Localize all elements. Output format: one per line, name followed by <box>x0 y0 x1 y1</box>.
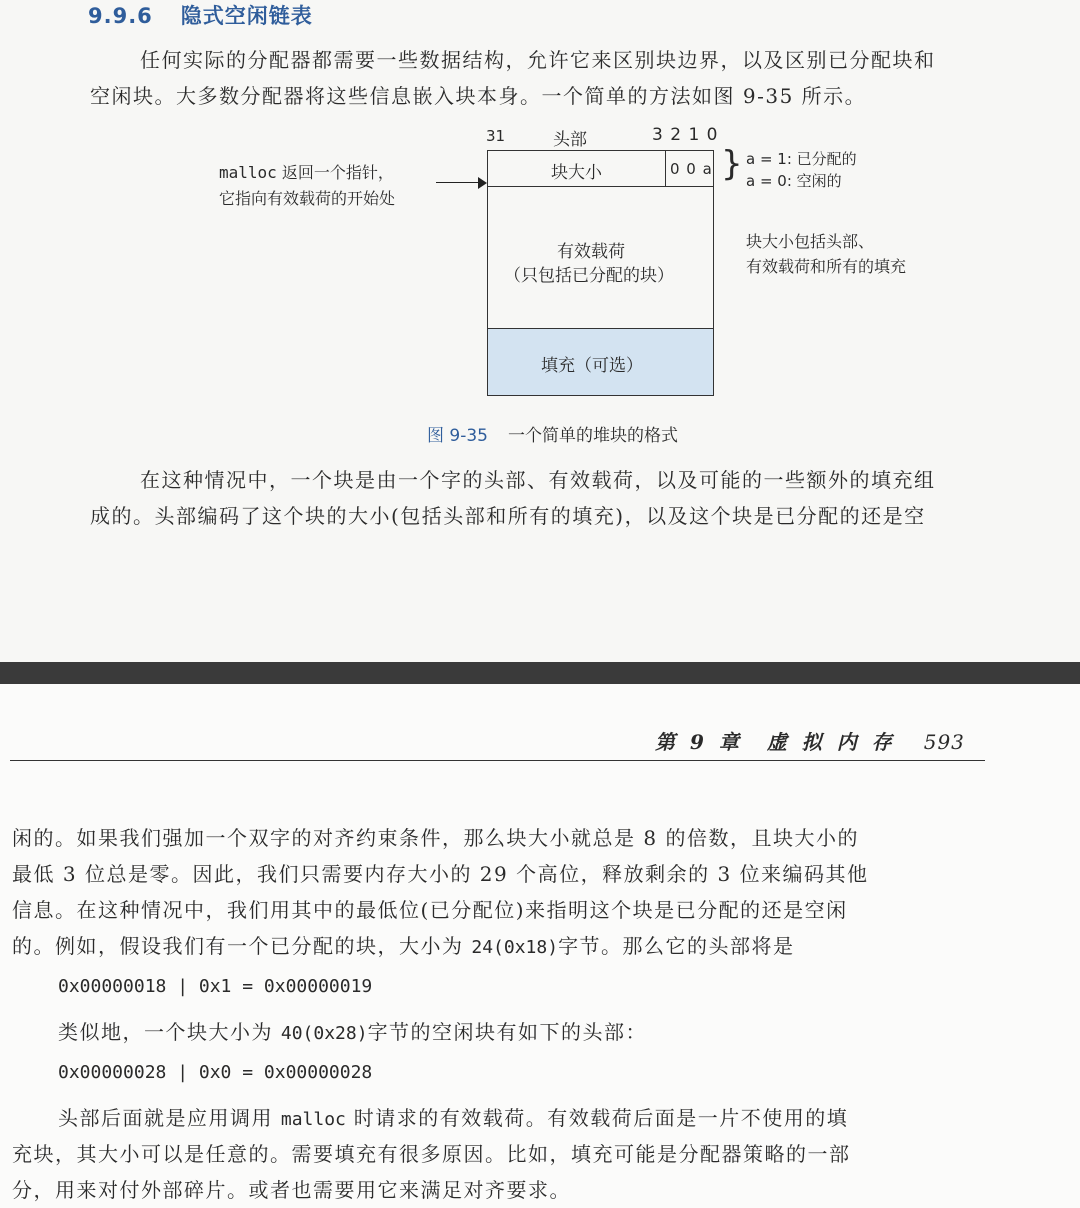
code-header-allocated: 0x00000018 | 0x1 = 0x00000019 <box>58 976 373 997</box>
size-24-value: 24(0x18) <box>471 937 559 958</box>
page-number: 593 <box>923 730 965 754</box>
size-note-line-1: 块大小包括头部、 <box>746 232 875 251</box>
code-header-free: 0x00000028 | 0x0 = 0x00000028 <box>58 1062 373 1083</box>
para4-line <box>58 1014 647 1052</box>
pointer-arrow-shaft <box>436 182 480 183</box>
chapter-title: 第 9 章 虚 拟 内 存 <box>655 730 896 754</box>
para3-line-3: 信息。在这种情况中，我们用其中的最低位(已分配位)来指明这个块是已分配的还是空闲 <box>12 898 848 922</box>
figure-number: 图 9-35 <box>427 426 488 446</box>
section-heading <box>88 0 313 30</box>
header-divider <box>487 186 714 187</box>
para3-line-4 <box>12 928 795 966</box>
section-title: 隐式空闲链表 <box>180 4 313 28</box>
low-bits-label: 3 2 1 0 <box>652 125 719 145</box>
para5-line-2: 充块，其大小可以是任意的。需要填充有很多原因。比如，填充可能是分配器策略的一部 <box>12 1142 851 1166</box>
malloc-note-text: 返回一个指针， <box>276 163 394 182</box>
header-rule <box>10 760 985 761</box>
block-size-field: 块大小 <box>551 163 602 183</box>
para2-line-2: 成的。头部编码了这个块的大小(包括头部和所有的填充)，以及这个块是已分配的还是空 <box>90 504 926 528</box>
header-label: 头部 <box>553 130 587 150</box>
page-separator <box>0 662 1080 684</box>
legend-free: a = 0: 空闲的 <box>746 172 842 190</box>
para5-line-1 <box>58 1100 848 1138</box>
para3-line-4-pre: 的。例如，假设我们有一个已分配的块，大小为 <box>12 934 472 958</box>
para3-line-2: 最低 3 位总是零。因此，我们只需要内存大小的 29 个高位，释放剩余的 3 位来编码其他 <box>12 862 869 886</box>
figure-caption-text: 一个简单的堆块的格式 <box>508 426 678 446</box>
malloc-note-line-2: 它指向有效载荷的开始处 <box>219 189 396 208</box>
para3-line-4-post: 字节。那么它的头部将是 <box>558 934 795 958</box>
bit-31-label: 31 <box>486 127 506 145</box>
intro-line-2: 空闲块。大多数分配器将这些信息嵌入块本身。一个简单的方法如图 9-35 所示。 <box>90 84 867 108</box>
header-bit-divider <box>665 150 666 186</box>
payload-sublabel: （只包括已分配的块） <box>504 266 674 286</box>
section-number: 9.9.6 <box>88 4 153 28</box>
malloc-keyword: malloc <box>219 163 277 182</box>
para5-line-1-post: 时请求的有效载荷。有效载荷后面是一片不使用的填 <box>345 1106 849 1130</box>
para5-line-1-pre: 头部后面就是应用调用 <box>58 1106 281 1130</box>
para2-line-1: 在这种情况中，一个块是由一个字的头部、有效载荷，以及可能的一些额外的填充组 <box>140 468 936 492</box>
legend-allocated: a = 1: 已分配的 <box>746 150 857 168</box>
pointer-arrow-head <box>478 177 487 189</box>
size-40-value: 40(0x28) <box>280 1023 368 1044</box>
para3-line-1: 闲的。如果我们强加一个双字的对齐约束条件，那么块大小就总是 8 的倍数，且块大小的 <box>12 826 859 850</box>
para4-pre: 类似地，一个块大小为 <box>58 1020 281 1044</box>
malloc-note-line-1 <box>219 160 394 183</box>
textbook-page-bottom <box>0 684 1080 1208</box>
legend-brace: } <box>721 144 743 184</box>
allocated-bits-field: 0 0 a <box>670 160 713 178</box>
figure-caption <box>427 421 678 446</box>
size-note-line-2: 有效载荷和所有的填充 <box>746 257 907 276</box>
malloc-inline-code: malloc <box>280 1109 346 1130</box>
running-head <box>655 726 965 755</box>
para4-post: 字节的空闲块有如下的头部： <box>367 1020 648 1044</box>
padding-label: 填充（可选） <box>541 356 643 376</box>
intro-line-1: 任何实际的分配器都需要一些数据结构，允许它来区别块边界，以及区别已分配块和 <box>140 48 936 72</box>
para5-line-3: 分，用来对付外部碎片。或者也需要用它来满足对齐要求。 <box>12 1178 571 1202</box>
payload-label: 有效载荷 <box>557 242 625 262</box>
